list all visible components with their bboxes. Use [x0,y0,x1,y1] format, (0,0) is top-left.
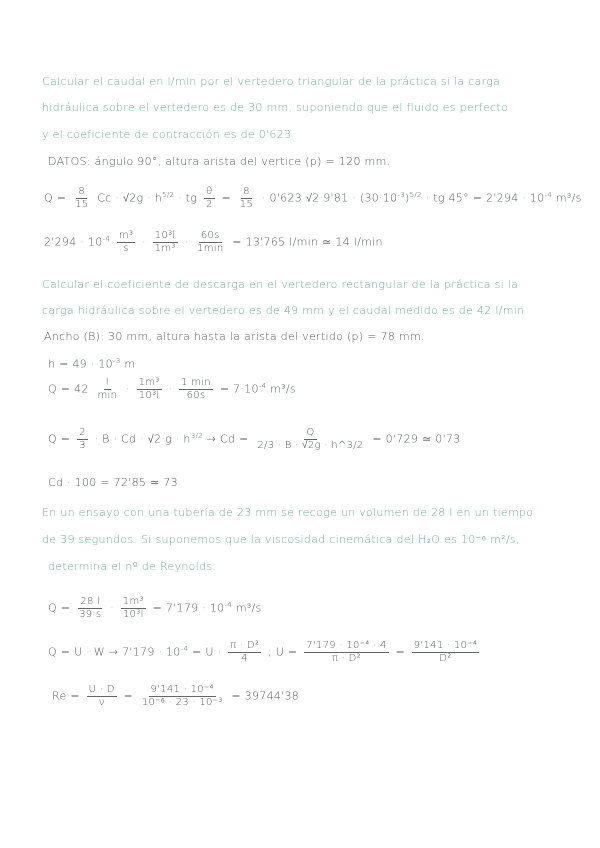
problem3-statement-line-3: determina el nº de Reynolds. [48,560,217,573]
problem1-statement-line-1: Calcular el caudal en l/min por el vertedero triangular de la práctica si la carga [42,75,501,88]
problem2-flow-conversion: Q = 42 $\frac{l}{\min}$ · $\frac{\text{1m³}}{\text{10³l}}$ · $\frac{1 \min}{60s}$ = $7\cdot 10^{-4}$ m³/s [48,377,296,401]
problem2-statement-line-3: Ancho (B): 30 mm, altura hasta la arista del vertido (p) = 78 mm. [44,330,425,343]
problem2-cd-equation: Q = $\frac{2}{3}$ · $B \cdot Cd \cdot √2\cdot g \cdot h^{3/2} \to Cd$ = $\frac{Q}{2/3 \cdot B \cdot √2g \cdot h\^{}3/2}$ = 0'729 ≃ 0'73 [48,427,461,451]
problem1-equation-flow: Q = $\frac{8}{15}$ $Cc \cdot √2g \cdot h^{5/2}$ · tg $\frac{\theta}{2}$ = $\frac{8}{15}$ · 0'623 $√2\cdot 9'81 \cdot (30\cdot 10^{-3})^{5/2}$ · tg $45^\circ = 2'294 \cdot 10^{-4}$ m³/s [44,186,582,210]
problem3-flow-conversion: Q = $\frac{28 l}{39 s}$ · $\frac{\text{1m³}}{\text{10³l}}$ = $7'179 \cdot 10^{-4}$ m³/s [48,596,262,620]
problem3-velocity-equation: $Q = U \cdot W \to 7'179 \cdot 10^{-4} = U$ · $\frac{\text{π · D²}}{4}$ ; U = $\frac{\text{7'179 · 10⁻⁴ · 4}}{\text{π · D²}}$ = $\frac{\text{9'141 · 10⁻⁴}}{\text{D²}}$ [48,640,478,664]
problem2-statement-line-1: Calcular el coeficiente de descarga en el vertedero rectangular de la práctica si la [42,278,519,291]
problem1-statement-line-2: hidráulica sobre el vertedero es de 30 mm, suponiendo que el fluido es perfecto [42,101,509,114]
problem3-statement-line-1: En un ensayo con una tubería de 23 mm se recoge un volumen de 28 l en un tiempo [42,506,534,519]
problem1-equation-conversion: $2'294 \cdot 10^{-4}$ $\frac{\text{m³}}{s}$ · $\frac{\text{10³l}}{\text{1m³}}$ · $\frac{60s}{1\min}$ = 13'765 l/min ≃ 14 l/min [44,230,383,254]
problem2-statement-line-2: carga hidráulica sobre el vertedero es de 49 mm y el caudal medido es de 42 l/min [42,304,525,317]
problem1-datos: DATOS: ángulo 90°, altura arista del vertice (p) = 120 mm. [48,155,391,168]
problem1-statement-line-3: y el coeficiente de contracción es de 0'623 [42,128,292,141]
problem3-reynolds-equation: Re = $\frac{U \cdot D}{\nu}$ = $\frac{\text{9'141 · 10⁻⁴}}{\text{10⁻⁶ · 23 · 10⁻³}}$ = 39744'38 [52,684,300,708]
problem2-cd-percent: Cd · 100 = 72'85 ≃ 73 [48,476,178,489]
problem3-statement-line-2: de 39 segundos. Si suponemos que la viscosidad cinemática del H₂O es 10⁻⁶ m²/s, [42,533,520,546]
problem2-h-value: $h = 49 \cdot 10^{-3}$ m [48,357,136,371]
